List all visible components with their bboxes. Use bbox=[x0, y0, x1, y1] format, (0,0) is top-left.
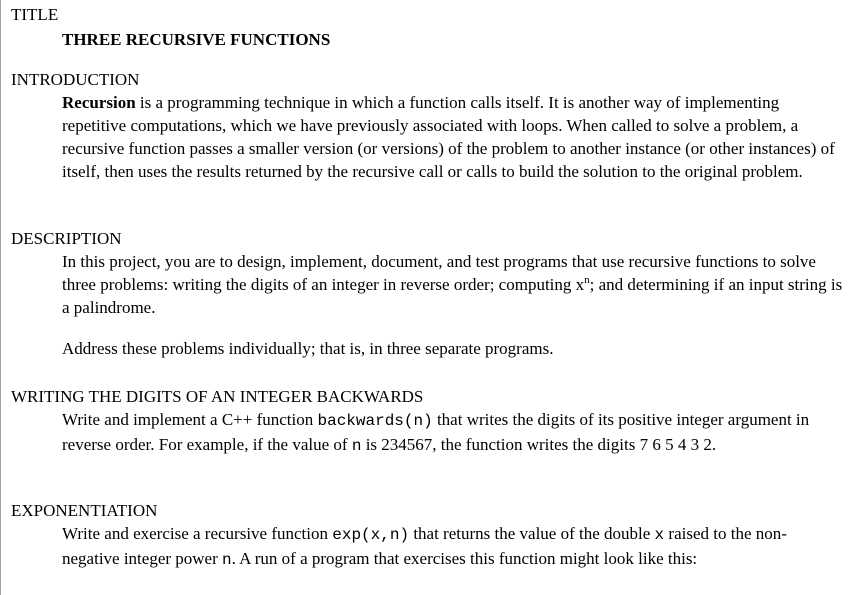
section-heading-backwards: WRITING THE DIGITS OF AN INTEGER BACKWARDS bbox=[11, 387, 424, 406]
section-introduction bbox=[11, 69, 851, 183]
section-exponentiation bbox=[11, 500, 851, 572]
section-heading-title: TITLE bbox=[11, 5, 59, 24]
introduction-paragraph bbox=[62, 91, 844, 183]
section-description bbox=[11, 228, 851, 360]
recursion-term: Recursion bbox=[62, 93, 136, 112]
code-backwards-fn: backwards(n) bbox=[317, 412, 433, 430]
backwards-paragraph: Write and implement a C++ function backwards(n) that writes the digits of its positive integer argument in reverse order. For example, if the value of n is 234567, the function writes the digits 7 6 5 4 3 2. bbox=[62, 410, 810, 455]
code-x: x bbox=[654, 526, 665, 544]
section-heading-description: DESCRIPTION bbox=[11, 229, 122, 248]
code-n: n bbox=[351, 437, 362, 455]
section-heading-exponentiation: EXPONENTIATION bbox=[11, 501, 158, 520]
section-heading-introduction: INTRODUCTION bbox=[11, 70, 140, 89]
introduction-text: is a programming technique in which a function calls itself. It is another way of implementing repetitive computations, which we have previously associated with loops. When called to solve a problem, a recursive function passes a smaller version (or versions) of the problem to another instance (or other instances) of itself, then uses the results returned by the recursive call or calls to build the solution to the original problem. bbox=[62, 93, 835, 181]
section-backwards bbox=[11, 386, 851, 458]
description-paragraph-2: Address these problems individually; that is, in three separate programs. bbox=[62, 339, 554, 358]
exponentiation-paragraph: Write and exercise a recursive function exp(x,n) that returns the value of the double x raised to the non-negative integer power n. A run of a program that exercises this function might look like this: bbox=[62, 524, 787, 569]
description-body bbox=[62, 250, 844, 360]
code-exp-fn: exp(x,n) bbox=[332, 526, 410, 544]
superscript-n: n bbox=[584, 274, 590, 286]
description-paragraph-1: In this project, you are to design, implement, document, and test programs that use recursive functions to solve three problems: writing the digits of an integer in reverse order; computing $x^n$; and determining if an input string is a palindrome. bbox=[62, 252, 843, 317]
document-title: THREE RECURSIVE FUNCTIONS bbox=[62, 30, 331, 49]
section-title bbox=[11, 4, 851, 54]
code-n-power: n bbox=[222, 551, 232, 569]
